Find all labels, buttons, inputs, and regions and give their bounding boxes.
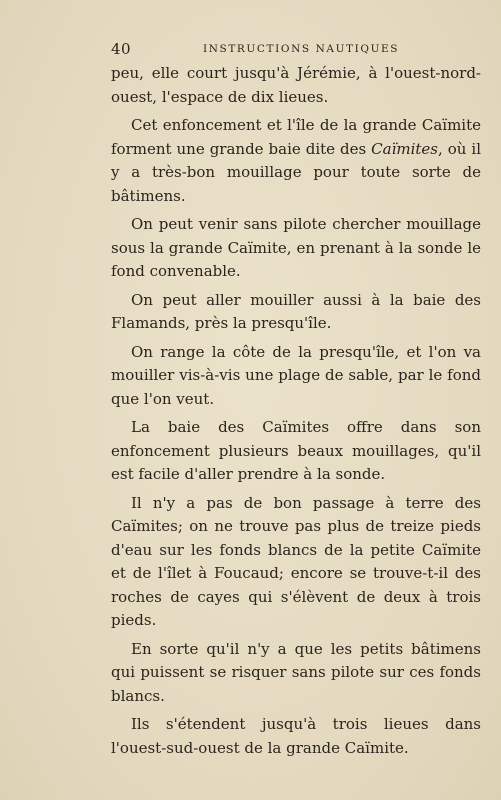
paragraph-2-text-before: Cet enfoncement et l'île de la grande Caïmite forment une grande baie dite des (111, 116, 481, 158)
page-number: 40 (111, 40, 132, 58)
paragraph-5: On range la côte de la presqu'île, et l'on va mouiller vis-à-vis une plage de sable, par le fond que l'on veut. (111, 342, 481, 408)
paragraph-3: On peut venir sans pilote chercher mouillage sous la grande Caïmite, en prenant à la sonde le fond convenable. (111, 215, 481, 280)
paragraph-7: Il n'y a pas de bon passage à terre des Caïmites; on ne trouve pas plus de treize pieds d'eau sur les fonds blancs de la petite Caïmite et de l'îlet à Foucaud; encore se trouve-t-il des roches de cayes qui s'élèvent de deux à trois pieds. (111, 493, 481, 629)
page-header (111, 40, 481, 60)
paragraph-6: La baie des Caïmites offre dans son enfoncement plusieurs beaux mouillages, qu'il est facile d'aller prendre à la sonde. (111, 418, 481, 483)
paragraph-2-text-after: , où il y a très-bon mouillage pour toute sorte de bâtimens. (111, 139, 482, 205)
paragraph-8: En sorte qu'il n'y a que les petits bâtimens qui puissent se risquer sans pilote sur ces fonds blancs. (111, 639, 481, 705)
paragraph-2-italic-name: Caïmites (371, 139, 438, 158)
running-title: INSTRUCTIONS NAUTIQUES (203, 43, 400, 55)
paragraph-1: peu, elle court jusqu'à Jérémie, à l'ouest-nord-ouest, l'espace de dix lieues. (111, 64, 481, 106)
paragraph-4: On peut aller mouiller aussi à la baie des Flamands, près la presqu'île. (111, 290, 481, 332)
body-text (111, 62, 481, 765)
paragraph-2 (111, 114, 481, 208)
paragraph-9: Ils s'étendent jusqu'à trois lieues dans l'ouest-sud-ouest de la grande Caïmite. (111, 715, 481, 757)
